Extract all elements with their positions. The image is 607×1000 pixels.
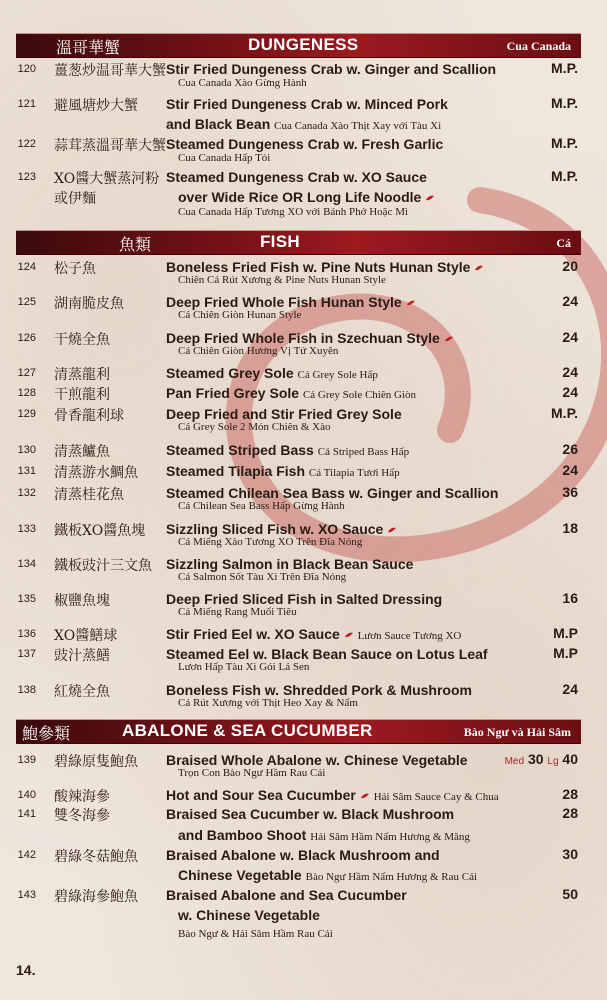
- item-price: 24: [562, 293, 578, 309]
- item-price: 24: [562, 364, 578, 380]
- item-number: 137: [17, 648, 36, 660]
- item-name-en: Stir Fried Dungeness Crab w. Minced Pork: [166, 96, 448, 112]
- item-name-zh: 干燒全魚: [54, 332, 110, 348]
- item-price: 24: [562, 462, 578, 478]
- item-name-en: Deep Fried Whole Fish Hunan Style: [166, 293, 416, 311]
- section-title-en: ABALONE & SEA CUCUMBER: [122, 721, 373, 740]
- item-price: M.P: [553, 625, 578, 641]
- item-number: 127: [17, 367, 36, 379]
- item-name-en: Hot and Sour Sea Cucumber Hải Sâm Sauce Cay & Chua: [166, 787, 499, 803]
- item-name-vi: Cá Grey Sole Chiên Giòn: [302, 389, 416, 401]
- item-name-vi: Cá Tilapia Tươi Hấp: [308, 467, 400, 479]
- item-name-vi: Hải Sâm Sauce Cay & Chua: [373, 791, 499, 803]
- page-number: 14.: [16, 962, 36, 978]
- item-name-zh: 碧綠海參鮑魚: [54, 889, 138, 905]
- item-number: 131: [17, 465, 36, 477]
- item-name-zh-line2: 或伊麵: [54, 191, 96, 207]
- item-name-en: Steamed Grey Sole Cá Grey Sole Hấp: [166, 365, 378, 381]
- item-price: 24: [562, 329, 578, 345]
- item-name-zh: 鐵板豉汁三文魚: [54, 558, 152, 574]
- item-name-en: Pan Fried Grey Sole Cá Grey Sole Chiên Giòn: [166, 385, 416, 401]
- item-name-vi: Cá Rút Xương với Thịt Heo Xay & Nấm: [178, 697, 358, 709]
- item-name-en: Steamed Tilapia Fish Cá Tilapia Tươi Hấp: [166, 463, 400, 479]
- item-name-en: Steamed Striped Bass Cá Striped Bass Hấp: [166, 442, 410, 458]
- item-name-en: Sizzling Salmon in Black Bean Sauce: [166, 556, 414, 572]
- item-price: M.P.: [551, 135, 578, 151]
- item-name-vi: Cá Salmon Sốt Tàu Xì Trên Đĩa Nóng: [178, 571, 347, 583]
- item-name-zh: XO醬大蟹蒸河粉: [54, 171, 160, 187]
- item-name-en: Stir Fried Dungeness Crab w. Ginger and Scallion: [166, 61, 497, 77]
- item-name-zh: 椒鹽魚塊: [54, 593, 110, 609]
- item-name-en: Stir Fried Eel w. XO Sauce Lươn Sauce Tương XO: [166, 626, 462, 642]
- item-name-zh: 碧綠冬菇鮑魚: [54, 849, 138, 865]
- item-name-en: Steamed Dungeness Crab w. Fresh Garlic: [166, 136, 444, 152]
- item-name-en: Deep Fried Whole Fish in Szechuan Style: [166, 329, 454, 347]
- item-name-en: Deep Fried Sliced Fish in Salted Dressing: [166, 591, 443, 607]
- item-name-zh: 骨香龍利球: [54, 408, 124, 424]
- chili-icon: [444, 335, 454, 343]
- item-name-en: Deep Fried and Stir Fried Grey Sole: [166, 406, 402, 422]
- item-price: M.P.: [551, 168, 578, 184]
- item-price: 36: [562, 484, 578, 500]
- chili-icon: [406, 299, 416, 307]
- section-title-vi: Bào Ngư và Hải Sâm: [463, 725, 571, 739]
- item-price: 28: [562, 805, 578, 821]
- section-title-en: FISH: [260, 232, 300, 251]
- item-number: 133: [17, 523, 36, 535]
- section-header-fish: [16, 230, 581, 255]
- item-price: Med 30 Lg 40: [504, 751, 578, 767]
- chili-icon: [360, 792, 370, 800]
- item-name-zh: 豉汁蒸鱔: [54, 648, 110, 664]
- item-name-vi: Bào Ngư & Hải Sâm Hầm Rau Cải: [178, 928, 333, 940]
- item-name-zh: 清蒸桂花魚: [54, 487, 124, 503]
- item-number: 138: [17, 684, 36, 696]
- item-name-vi: Chiên Cá Rút Xương & Pine Nuts Hunan Style: [178, 274, 386, 286]
- item-number: 142: [17, 849, 36, 861]
- item-name-en-line2: and Black Bean Cua Canada Xào Thịt Xay với Tàu Xì: [166, 116, 442, 132]
- item-number: 136: [17, 628, 36, 640]
- item-number: 124: [17, 261, 36, 273]
- item-name-vi: Cá Miếng Xào Tương XO Trên Đĩa Nóng: [178, 536, 363, 548]
- item-price: 30: [562, 846, 578, 862]
- section-header-abalone: [16, 719, 581, 744]
- item-name-vi: Trọn Con Bào Ngư Hầm Rau Cải: [178, 767, 326, 779]
- item-name-en: Braised Sea Cucumber w. Black Mushroom: [166, 806, 455, 822]
- item-name-en: Steamed Eel w. Black Bean Sauce on Lotus Leaf: [166, 646, 488, 662]
- section-title-en: DUNGENESS: [248, 35, 359, 54]
- section-title-vi: Cá: [556, 236, 571, 250]
- item-name-vi: Cua Canada Xào Gừng Hành: [178, 77, 307, 89]
- item-name-en: Sizzling Sliced Fish w. XO Sauce: [166, 520, 397, 538]
- section-title-zh: 鮑參類: [22, 724, 71, 743]
- item-name-vi: Cua Canada Xào Thịt Xay với Tàu Xì: [274, 120, 442, 132]
- item-name-en-line2: over Wide Rice OR Long Life Noodle: [178, 188, 435, 206]
- item-number: 123: [17, 171, 36, 183]
- item-price: 24: [562, 681, 578, 697]
- item-name-vi: Cá Chilean Sea Bass Hấp Gừng Hành: [178, 500, 345, 512]
- item-name-en: Boneless Fried Fish w. Pine Nuts Hunan Style: [166, 258, 484, 276]
- item-number: 143: [17, 889, 36, 901]
- item-name-zh: 清蒸龍利: [54, 367, 110, 383]
- item-number: 126: [17, 332, 36, 344]
- item-price: M.P: [553, 645, 578, 661]
- chili-icon: [425, 194, 435, 202]
- chili-icon: [344, 631, 354, 639]
- item-name-en: Steamed Chilean Sea Bass w. Ginger and Scallion: [166, 485, 499, 501]
- item-number: 130: [17, 444, 36, 456]
- item-name-vi: Cua Canada Hấp Tương XO với Bánh Phở Hoặc Mì: [178, 206, 409, 218]
- item-number: 120: [17, 63, 36, 75]
- item-number: 129: [17, 408, 36, 420]
- item-name-en-line2: w. Chinese Vegetable: [178, 907, 320, 923]
- item-price: M.P.: [551, 60, 578, 76]
- item-name-vi: Bào Ngư Hầm Nấm Hương & Rau Cải: [305, 871, 478, 883]
- item-name-vi: Lươn Hấp Tàu Xì Gói Lá Sen: [178, 661, 310, 673]
- item-number: 128: [17, 387, 36, 399]
- item-name-vi: Cua Canada Hấp Tỏi: [178, 152, 271, 164]
- item-price: 18: [562, 520, 578, 536]
- item-number: 134: [17, 558, 36, 570]
- item-name-zh: 蒜茸蒸溫哥華大蟹: [54, 138, 166, 154]
- chili-icon: [474, 264, 484, 272]
- item-price: 26: [562, 441, 578, 457]
- section-title-zh: 溫哥華蟹: [56, 38, 121, 57]
- item-name-zh: 清蒸鱸魚: [54, 444, 110, 460]
- item-name-vi: Cá Grey Sole Hấp: [297, 369, 378, 381]
- item-number: 141: [17, 808, 36, 820]
- item-name-vi: Cá Chiên Giòn Hunan Style: [178, 309, 302, 321]
- item-name-vi: Cá Miếng Rang Muối Tiêu: [178, 606, 297, 618]
- item-number: 125: [17, 296, 36, 308]
- item-name-en: Braised Whole Abalone w. Chinese Vegetable: [166, 752, 468, 768]
- item-price: M.P.: [551, 405, 578, 421]
- item-name-zh: 薑葱炒温哥華大蟹: [54, 63, 166, 79]
- item-name-zh: 碧綠原隻鮑魚: [54, 754, 138, 770]
- item-name-vi: Hải Sâm Hầm Nấm Hương & Măng: [310, 831, 470, 843]
- item-name-zh: 紅燒全魚: [54, 684, 110, 700]
- item-price: 24: [562, 384, 578, 400]
- item-number: 135: [17, 593, 36, 605]
- item-name-en-line2: Chinese Vegetable Bào Ngư Hầm Nấm Hương & Rau Cải: [178, 867, 478, 883]
- item-name-en: Braised Abalone w. Black Mushroom and: [166, 847, 440, 863]
- item-name-zh: 酸辣海參: [54, 789, 110, 805]
- item-price: 28: [562, 786, 578, 802]
- item-number: 121: [17, 98, 36, 110]
- section-title-vi: Cua Canada: [506, 39, 571, 53]
- item-name-en: Steamed Dungeness Crab w. XO Sauce: [166, 169, 427, 185]
- item-name-vi: Cá Striped Bass Hấp: [317, 446, 410, 458]
- item-name-vi: Lươn Sauce Tương XO: [357, 630, 462, 642]
- item-price: 20: [562, 258, 578, 274]
- item-number: 122: [17, 138, 36, 150]
- section-header-dungeness: [16, 33, 581, 58]
- item-name-zh: 松子魚: [54, 261, 96, 277]
- item-name-zh: 干煎龍利: [54, 387, 110, 403]
- item-name-en: Braised Abalone and Sea Cucumber: [166, 887, 407, 903]
- item-name-vi: Cá Chiên Giòn Hương Vị Tứ Xuyên: [178, 345, 339, 357]
- item-name-zh: 湖南脆皮魚: [54, 296, 124, 312]
- item-name-zh: 鐵板XO醬魚塊: [54, 523, 146, 539]
- item-name-zh: XO醬鱔球: [54, 628, 118, 644]
- item-number: 139: [17, 754, 36, 766]
- item-name-zh: 清蒸游水鯛魚: [54, 465, 138, 481]
- section-title-zh: 魚類: [119, 235, 152, 254]
- item-price: 16: [562, 590, 578, 606]
- item-number: 132: [17, 487, 36, 499]
- item-name-en-line2: and Bamboo Shoot Hải Sâm Hầm Nấm Hương & Măng: [178, 827, 470, 843]
- item-name-vi: Cá Grey Sole 2 Món Chiên & Xào: [178, 421, 331, 433]
- item-price: 50: [562, 886, 578, 902]
- item-name-zh: 雙冬海參: [54, 808, 110, 824]
- item-name-en: Boneless Fish w. Shredded Pork & Mushroom: [166, 682, 472, 698]
- item-price: M.P.: [551, 95, 578, 111]
- item-name-zh: 避風塘炒大蟹: [54, 98, 138, 114]
- chili-icon: [387, 526, 397, 534]
- item-number: 140: [17, 789, 36, 801]
